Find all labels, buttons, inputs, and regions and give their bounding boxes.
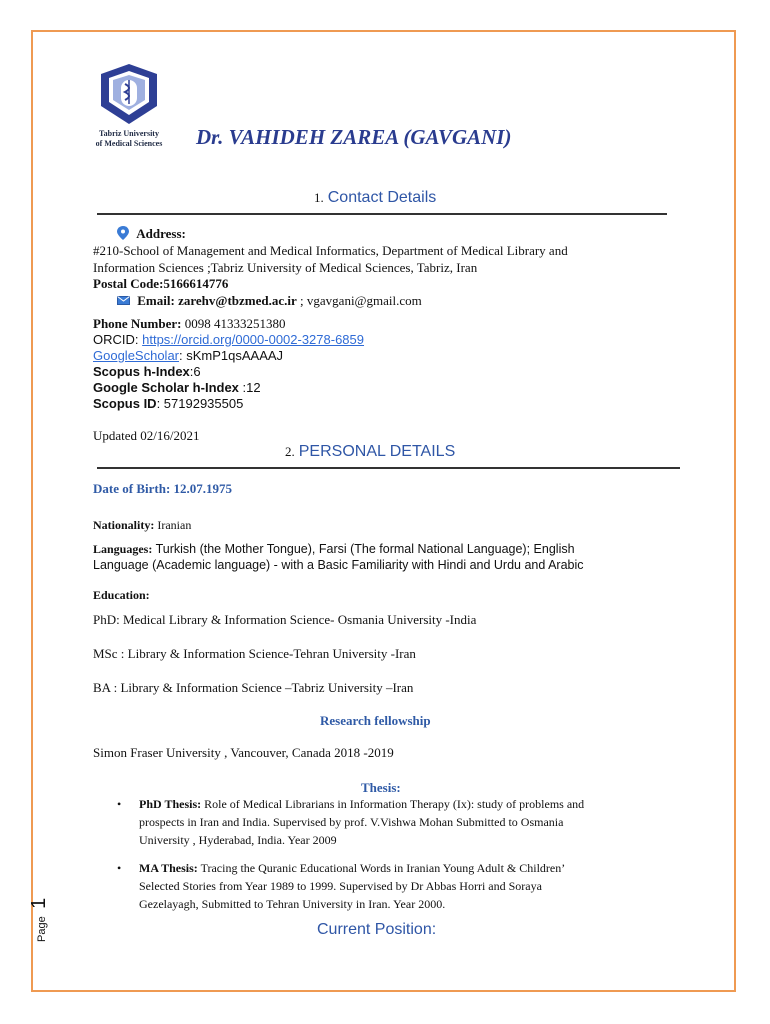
nationality-label: Nationality:: [93, 518, 155, 532]
page-marker: [28, 898, 51, 942]
ma-thesis-text-1: Tracing the Quranic Educational Words in Iranian Young Adult & Children’: [197, 861, 566, 875]
email-separator: ;: [296, 293, 307, 308]
google-scholar-link[interactable]: GoogleScholar: [93, 348, 179, 363]
phone-row: [93, 316, 285, 332]
education-ba: BA : Library & Information Science –Tabriz University –Iran: [93, 680, 414, 695]
phd-thesis-line-1: [139, 795, 676, 813]
ma-thesis-label: MA Thesis:: [139, 861, 198, 875]
university-logo: [97, 62, 161, 126]
ma-thesis-item: [117, 859, 676, 913]
address-line-2: Information Sciences ;Tabriz University of Medical Sciences, Tabriz, Iran: [93, 260, 478, 275]
scopus-id-label: Scopus ID: [93, 396, 157, 411]
university-line-1: Tabriz University: [99, 129, 159, 138]
bullet: •: [117, 797, 122, 811]
dob-label: Date of Birth: [93, 481, 166, 496]
personal-heading: [285, 443, 455, 461]
ma-thesis-line-3: Gezelayagh, Submitted to Tehran University in Iran. Year 2000.: [139, 897, 446, 911]
contact-divider: [97, 213, 667, 215]
university-line-2: of Medical Sciences: [95, 139, 163, 148]
google-scholar-h-index-row: [93, 380, 261, 396]
location-pin-icon: [117, 226, 132, 241]
scopus-id-row: [93, 396, 243, 412]
address-line-1: #210-School of Management and Medical Informatics, Department of Medical Library and: [93, 243, 568, 258]
google-scholar-h-index-label: Google Scholar h-Index: [93, 380, 239, 395]
updated-date: Updated 02/16/2021: [93, 428, 200, 443]
education-msc: MSc : Library & Information Science-Tehran University -Iran: [93, 646, 416, 661]
google-scholar-id: : sKmP1qsAAAAJ: [179, 348, 284, 363]
fellowship-heading: Research fellowship: [320, 713, 431, 728]
fellowship-text: Simon Fraser University , Vancouver, Canada 2018 -2019: [93, 745, 394, 760]
contact-section-number: 1.: [314, 190, 324, 205]
personal-section-title: PERSONAL DETAILS: [298, 443, 456, 460]
current-position-heading: Current Position:: [317, 921, 437, 938]
languages-line-2: Language (Academic language) - with a Basic Familiarity with Hindi and Urdu and Arabic: [93, 558, 584, 572]
personal-section-number: 2.: [285, 444, 295, 459]
google-scholar-h-index-value: :12: [238, 380, 261, 395]
phd-thesis-text-1: Role of Medical Librarians in Information Therapy (Ix): study of problems and: [201, 797, 585, 811]
orcid-row: [93, 332, 364, 348]
address-label-row: [117, 226, 186, 242]
contact-heading: [314, 189, 436, 207]
scopus-h-index-row: [93, 364, 201, 380]
date-of-birth: [93, 481, 232, 497]
ma-thesis-line-2: Selected Stories from Year 1989 to 1999. Supervised by Dr Abbas Horri and Soraya: [139, 879, 542, 893]
orcid-label: ORCID:: [93, 332, 143, 347]
address-label: Address:: [136, 226, 186, 241]
scopus-h-index-value: :6: [189, 364, 201, 379]
page-number: 1: [28, 897, 50, 909]
phd-thesis-line-2: prospects in Iran and India. Supervised by prof. V.Vishwa Mohan Submitted to Osmania: [139, 815, 564, 829]
postal-code: Postal Code:5166614776: [93, 276, 229, 291]
email-secondary[interactable]: vgavgani@gmail.com: [306, 293, 422, 308]
orcid-link[interactable]: https://orcid.org/0000-0002-3278-6859: [142, 332, 365, 347]
scopus-h-index-label: Scopus h-Index: [93, 364, 190, 379]
email-row: [117, 293, 422, 309]
languages-block: [93, 541, 584, 573]
languages-line-1: [93, 541, 584, 557]
education-phd: PhD: Medical Library & Information Science- Osmania University -India: [93, 612, 477, 627]
languages-text-1: Turkish (the Mother Tongue), Farsi (The formal National Language); English: [152, 542, 575, 556]
thesis-heading: Thesis:: [361, 780, 401, 795]
contact-section-title: Contact Details: [327, 189, 437, 206]
dob-value: : 12.07.1975: [165, 481, 233, 496]
ma-thesis-line-1: [139, 859, 676, 877]
person-name: Dr. VAHIDEH ZAREA (GAVGANI): [196, 125, 512, 149]
nationality-value: Iranian: [154, 518, 192, 532]
google-scholar-row: [93, 348, 283, 364]
phd-thesis-label: PhD Thesis:: [139, 797, 202, 811]
scopus-id-value: : 57192935505: [156, 396, 244, 411]
phd-thesis-line-3: University , Hyderabad, India. Year 2009: [139, 833, 337, 847]
phd-thesis-item: [117, 795, 676, 849]
bullet: •: [117, 861, 122, 875]
nationality-row: [93, 518, 191, 533]
education-label: Education:: [93, 588, 150, 602]
languages-label: Languages:: [93, 542, 153, 556]
phone-label: Phone Number:: [93, 316, 182, 331]
personal-divider: [97, 467, 680, 469]
page-label: Page: [36, 916, 48, 942]
email-primary[interactable]: zarehv@tbzmed.ac.ir: [178, 293, 297, 308]
email-label: Email:: [137, 293, 175, 308]
university-name: [70, 129, 188, 149]
phone-value: 0098 41333251380: [181, 316, 286, 331]
envelope-icon: [117, 293, 133, 308]
